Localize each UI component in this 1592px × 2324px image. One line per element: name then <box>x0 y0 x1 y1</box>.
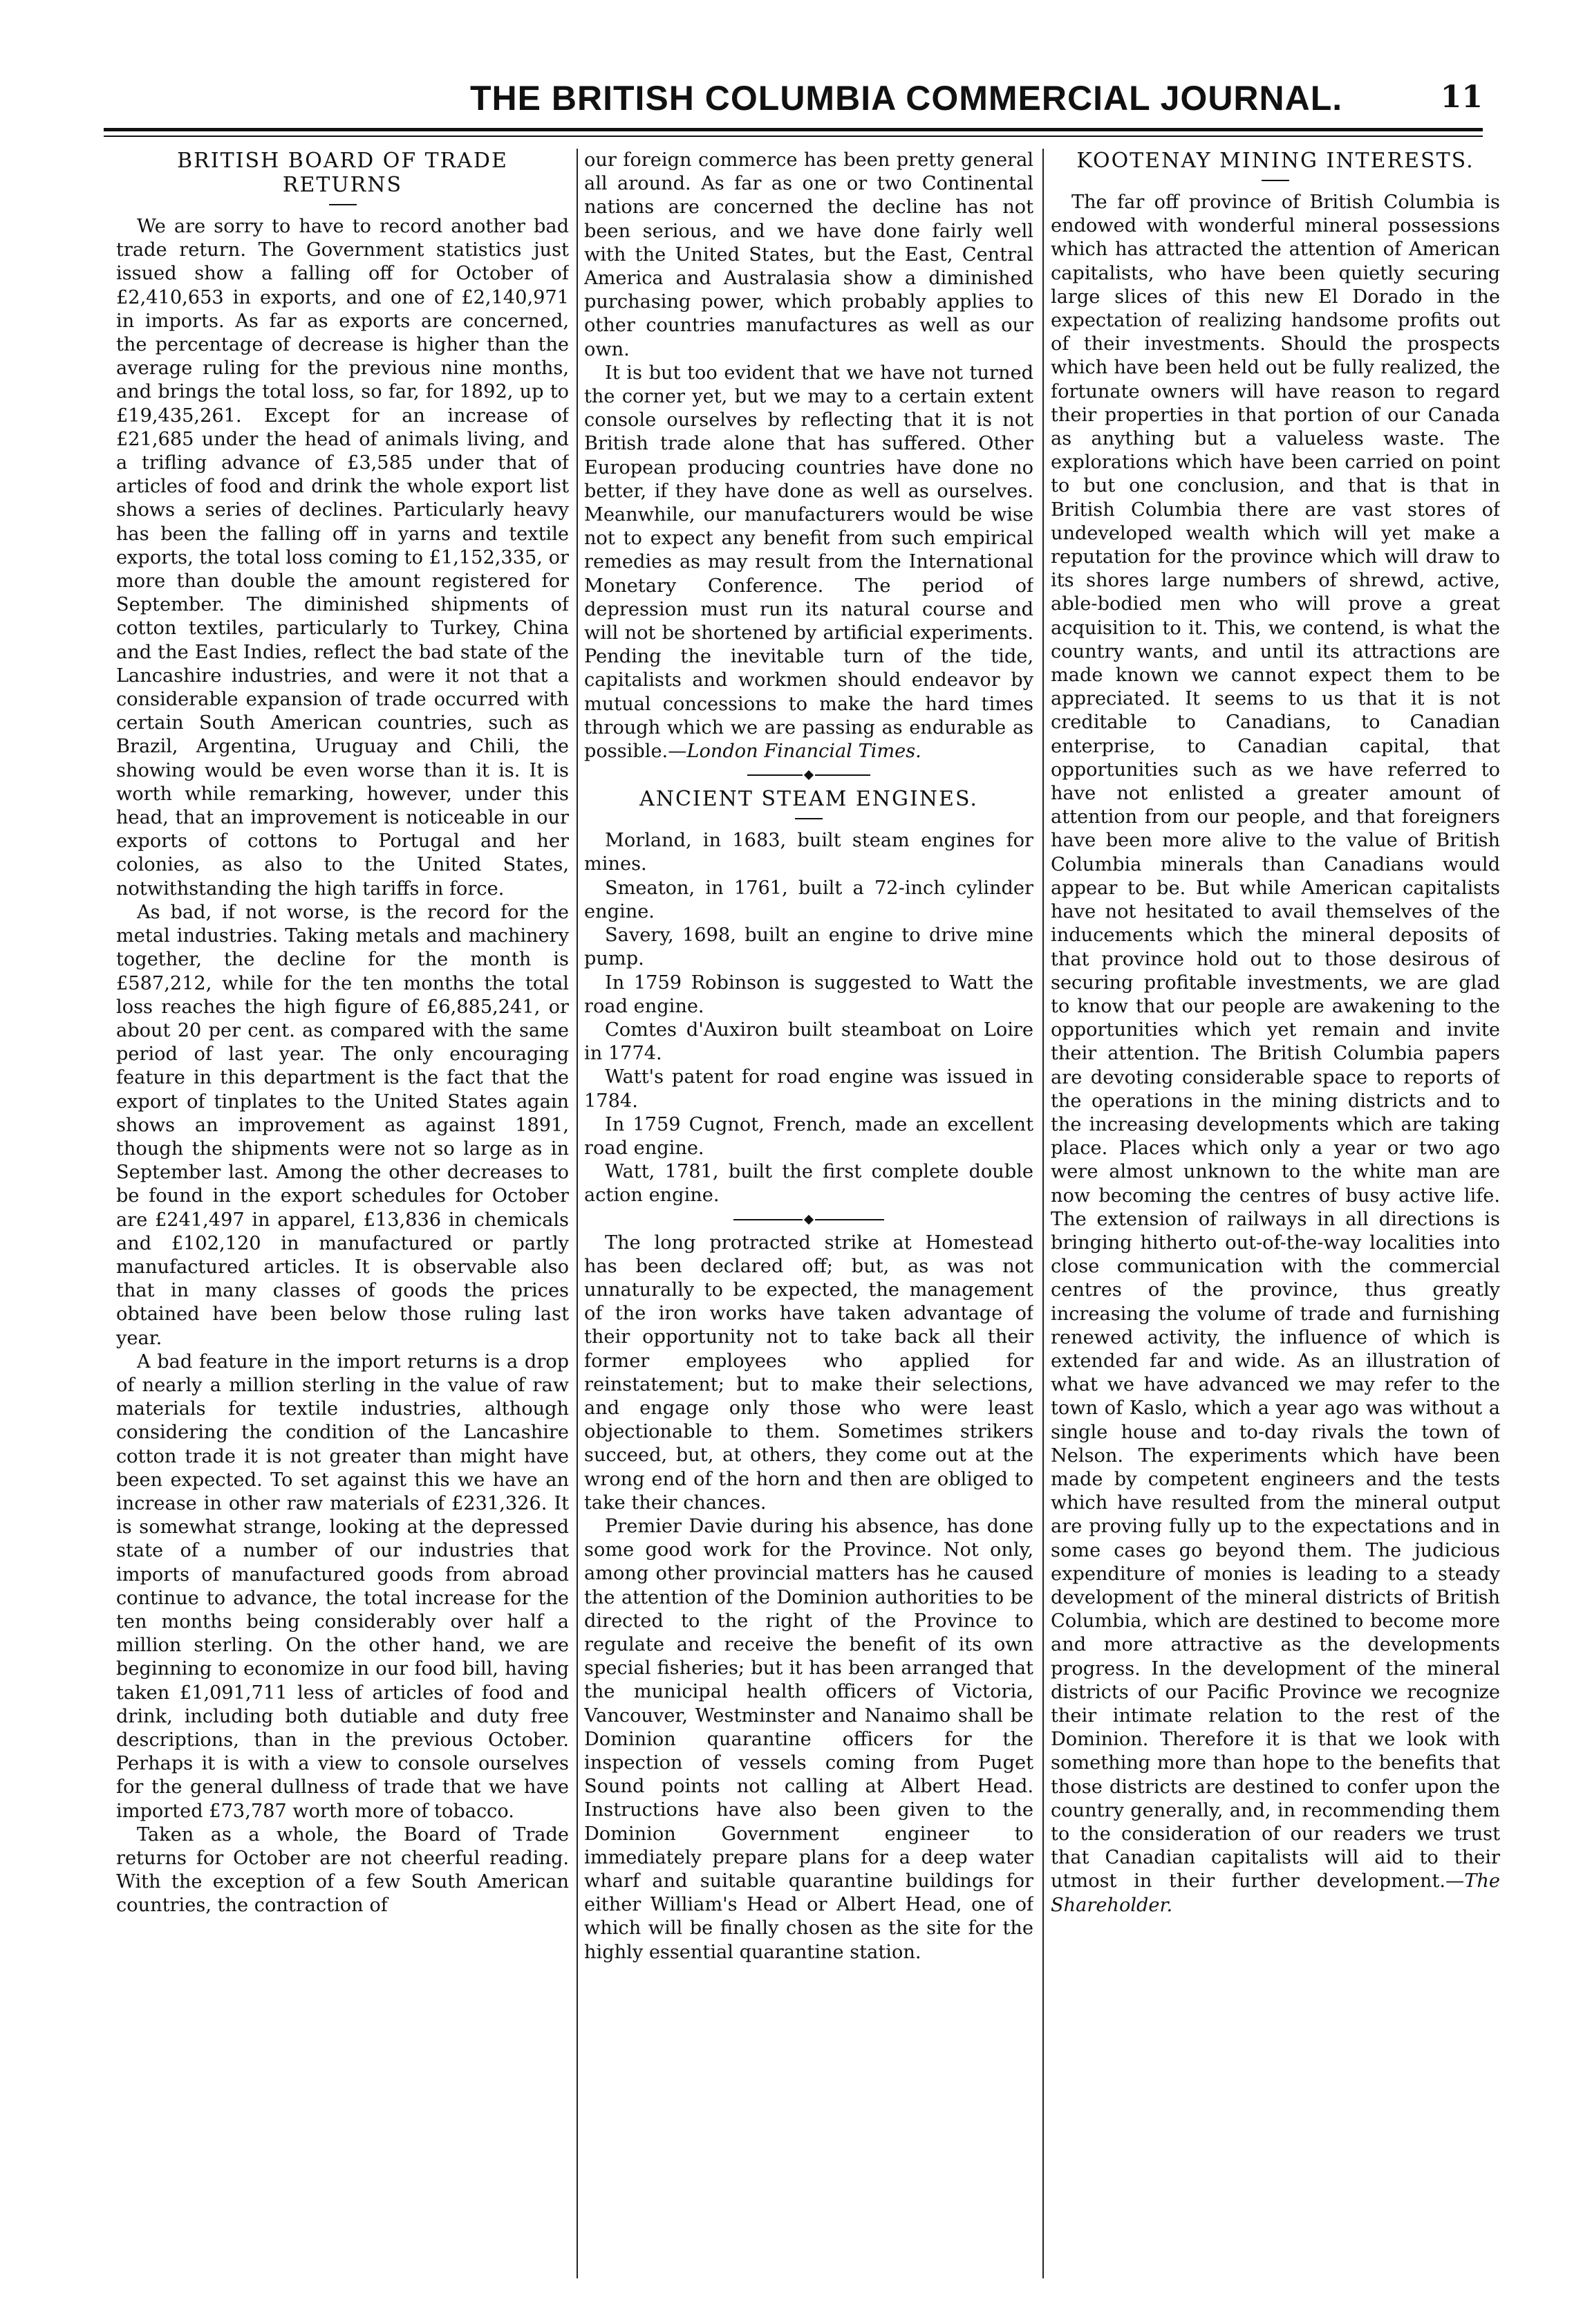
article-paragraph <box>1051 191 1500 1917</box>
news-paragraph-homestead: The long protracted strike at Homestead has been declared off; but, as was not unnaturally to be expected, the management of the iron works have taken advantage of their opportunity not to take back all their former employees who applied for reinstatement; but to make their selections, and engage only those who were least objectionable to them. Sometimes strikers succeed, but, at others, they come out at the wrong end of the horn and then are obliged to take their chances. <box>584 1231 1033 1514</box>
article-continuation: our foreign commerce has been pretty general all around. As far as one or two Continental nations are concerned the decline has not been serious, and we have done fairly well with the United States, but the East, Central America and Australasia show a diminished purchasing power, which probably applies to other countries manufactures as well as our own. <box>584 149 1033 360</box>
engine-item: Comtes d'Auxiron built steamboat on Loire in 1774. <box>584 1019 1033 1065</box>
engine-item: Savery, 1698, built an engine to drive mine pump. <box>584 924 1033 970</box>
column-2 <box>584 149 1033 2275</box>
article-paragraph: A bad feature in the import returns is a drop of nearly a million sterling in the value of raw materials for textile industries, although considering the condition of the Lancashire cotton trade it is not greater than might have been expected. To set against this we have an increase in other raw materials of £231,326. It is somewhat strange, looking at the depressed state of a number of our industries that imports of manufactured goods from abroad continue to advance, the total increase for the ten months being considerably over half a million sterling. On the other hand, we are beginning to economize in our food bill, having taken £1,091,711 less of articles of food and drink, including both dutiable and duty free descriptions, than in the previous October. Perhaps it is with a view to console ourselves for the general dullness of trade that we have imported £73,787 worth more of tobacco. <box>116 1350 569 1822</box>
engine-item: Watt's patent for road engine was issued in 1784. <box>584 1066 1033 1112</box>
heading-dash <box>329 204 357 205</box>
article-source: London Financial Times. <box>686 741 921 763</box>
section-separator <box>584 1216 1033 1223</box>
journal-title: THE BRITISH COLUMBIA COMMERCIAL JOURNAL. <box>470 79 1343 118</box>
article-text: The far off province of British Columbia is endowed with wonderful mineral possessions which has attracted the attention of American capitalists, who have been quietly securing large slices of this new El Dorado in the expectation of realizing handsome profits out of their investments. Should the prospects which have been held out be fully realized, the fortunate owners will have reason to regard their properties in that portion of our Canada as anything but a valueless waste. The explorations which have been carried on point to but one conclusion, and that is that in British Columbia there are vast stores of undeveloped wealth which will yet make a reputation for the province which will draw to its shores large numbers of shrewd, active, able-bodied men who will prove a great acquisition to it. This, we contend, is what the country wants, and until its attractions are made known we cannot expect them to be appreciated. It seems to us that it is not creditable to Canadians, to Canadian enterprise, to Canadian capital, that opportunities such as we have referred to have not enlisted a greater amount of attention from our people, and that foreigners have been more alive to the value of British Columbia minerals than Canadians would appear to be. But while American capitalists have not hesitated to avail themselves of the inducements which the mineral deposits of that province hold out to those desirous of securing profitable investments, we are glad to know that our people are awakening to the opportunities which yet remain and invite their attention. The British Columbia papers are devoting considerable space to reports of the operations in the mining districts and to the increasing developments which are taking place. Places which only a year or two ago were almost unknown to the white man are now becoming the centres of busy active life. The extension of railways in all directions is bringing hitherto out-of-the-way localities into close communication with the commercial centres of the province, thus greatly increasing the volume of trade and furnishing renewed activity, the influence of which is extended far and wide. As an illustration of what we have advanced we may refer to the town of Kaslo, which a year ago was without a single house and to-day rivals the town of Nelson. The experiments which have been made by competent engineers and the tests which have resulted from the mineral output are proving fully up to the expectations and in some cases go beyond them. The judicious expenditure of monies is leading to a steady development of the mineral districts of British Columbia, which are destined to become more and more attractive as the developments progress. In the development of the mineral districts of our Pacific Province we recognize their intimate relation to the rest of the Dominion. Therefore it is that we look with something more than hope to the benefits that those districts are destined to confer upon the country generally, and, in recommending them to the consideration of our readers we trust that Canadian capitalists will aid to their utmost in their further development.— <box>1051 192 1500 1893</box>
column-3 <box>1051 149 1500 2275</box>
article-text: It is but too evident that we have not turned the corner yet, but we may to a certain extent console ourselves by reflecting that it is not British trade alone that has suffered. Other European producing countries have done no better, if they have done as well as ourselves. Meanwhile, our manufacturers would be wise not to expect any benefit from such empirical remedies as may result from the International Monetary Conference. The period of depression must run its natural course and will not be shortened by artificial experiments. Pending the inevitable turn of the tide, capitalists and workmen should endeavor by mutual concessions to make the hard times through which we are passing as endurable as possible.— <box>584 362 1033 763</box>
article-heading-steam-engines: ANCIENT STEAM ENGINES. <box>639 787 978 812</box>
page-number: 11 <box>1440 80 1483 115</box>
column-rule-1 <box>577 149 578 2278</box>
section-separator <box>584 772 1033 779</box>
article-paragraph: We are sorry to have to record another bad trade return. The Government statistics just issued show a falling off for October of £2,410,653 in exports, and one of £2,140,971 in imports. As far as exports are concerned, the percentage of decrease is higher than the average ruling for the previous nine months, and brings the total loss, so far, for 1892, up to £19,435,261. Except for an increase of £21,685 under the head of animals living, and a trifling advance of £3,585 under that of articles of food and drink the whole export list shows a series of declines. Particularly heavy has been the falling off in yarns and textile exports, the total loss coming to £1,152,335, or more than double the amount registered for September. The diminished shipments of cotton textiles, particularly to Turkey, China and the East Indies, reflect the bad state of the Lancashire industries, and were it not that a considerable expansion of trade occurred with certain South American countries, such as Brazil, Argentina, Uruguay and Chili, the showing would be even worse than it is. It is worth while remarking, however, under this head, that an improvement is noticeable in our exports of cottons to Portugal and her colonies, as also to the United States, notwithstanding the high tariffs in force. <box>116 216 569 900</box>
article-heading-board-of-trade: BRITISH BOARD OF TRADE RETURNS <box>177 149 508 197</box>
article-source: The Shareholder. <box>1051 1870 1500 1916</box>
engine-item: Morland, in 1683, built steam engines for mines. <box>584 830 1033 875</box>
article-paragraph: As bad, if not worse, is the record for the metal industries. Taking metals and machinery together, the decline for the month is £587,212, while for the ten months the total loss reaches the high figure of £6,885,241, or about 20 per cent. as compared with the same period of last year. The only encouraging feature in this department is the fact that the export of tinplates to the United States again shows an improvement as against 1891, though the shipments were not so large as in September last. Among the other decreases to be found in the export schedules for October are £241,497 in apparel, £13,836 in chemicals and £102,120 in manufactured or partly manufactured articles. It is observable also that in many classes of goods the prices obtained have been below those ruling last year. <box>116 901 569 1349</box>
header-rule-thin <box>104 136 1483 137</box>
heading-dash <box>1262 180 1289 181</box>
engine-item: Watt, 1781, built the first complete double action engine. <box>584 1161 1033 1207</box>
article-paragraph: Taken as a whole, the Board of Trade returns for October are not cheerful reading. With the exception of a few South American countries, the contraction of <box>116 1823 569 1917</box>
heading-dash <box>795 818 823 819</box>
engine-list <box>584 829 1033 1207</box>
article-heading-kootenay: KOOTENAY MINING INTERESTS. <box>1076 149 1474 173</box>
article-paragraph <box>584 362 1033 763</box>
column-rule-2 <box>1042 149 1044 2278</box>
masthead <box>104 73 1483 135</box>
header-rule <box>104 128 1483 131</box>
news-paragraph-premier-davie: Premier Davie during his absence, has done some good work for the Province. Not only, among other provincial matters has he caused the attention of the Dominion authorities to be directed to the right of the Province to regulate and receive the benefit of its own special fisheries; but it has been arranged that the municipal health officers of Victoria, Vancouver, Westminster and Nanaimo shall be Dominion quarantine officers for the inspection of vessels coming from Puget Sound points not calling at Albert Head. Instructions have also been given to the Dominion Government engineer to immediately prepare plans for a deep water wharf and suitable quarantine buildings for either William's Head or Albert Head, one of which will be finally chosen as the site for the highly essential quarantine station. <box>584 1515 1033 1963</box>
engine-item: In 1759 Cugnot, French, made an excellent road engine. <box>584 1113 1033 1159</box>
engine-item: In 1759 Robinson is suggested to Watt the road engine. <box>584 972 1033 1017</box>
engine-item: Smeaton, in 1761, built a 72-inch cylinder engine. <box>584 877 1033 922</box>
column-1 <box>116 149 569 2275</box>
